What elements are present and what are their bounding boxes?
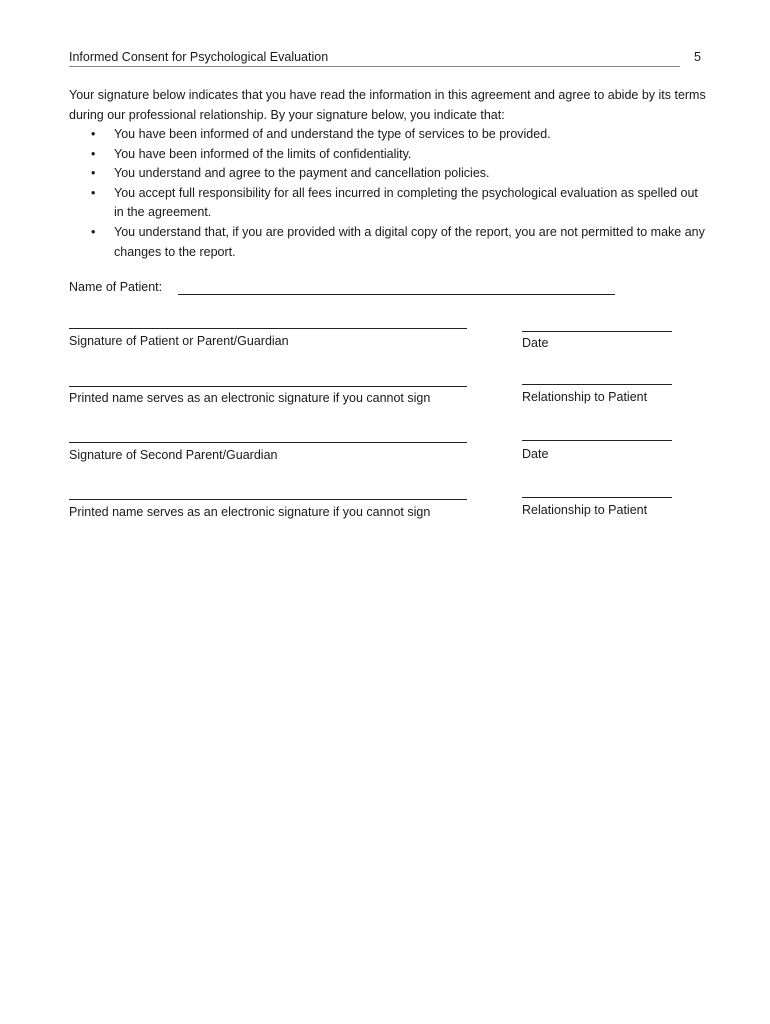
list-item-text: You accept full responsibility for all fees incurred in completing the psychological evaluation as spelled out in the agreement. [114, 185, 698, 220]
intro-paragraph: Your signature below indicates that you have read the information in this agreement and agree to abide by its terms during our professional relationship. By your signature below, you indicate that: [69, 88, 706, 122]
relationship-field-1[interactable] [522, 384, 672, 385]
list-item [69, 223, 709, 262]
list-item-text: You have been informed of the limits of confidentiality. [114, 146, 412, 161]
list-item-text: You understand and agree to the payment and cancellation policies. [114, 166, 490, 181]
page-number: 5 [694, 50, 701, 64]
date-label-2: Date [522, 447, 549, 461]
second-guardian-signature-label: Signature of Second Parent/Guardian [69, 448, 278, 462]
relationship-label-1: Relationship to Patient [522, 390, 648, 404]
printed-name-field-1[interactable] [69, 386, 467, 387]
printed-name-field-2[interactable] [69, 499, 467, 500]
bullet-icon: • [91, 127, 96, 141]
list-item-text: You have been informed of and understand the type of services to be provided. [114, 127, 551, 141]
patient-name-label: Name of Patient: [69, 280, 163, 294]
bullet-icon: • [91, 224, 96, 239]
patient-signature-label: Signature of Patient or Parent/Guardian [69, 334, 289, 348]
list-item [69, 125, 709, 145]
bullet-icon: • [91, 146, 96, 161]
patient-name-field[interactable] [178, 294, 615, 295]
patient-signature-field[interactable] [69, 328, 467, 329]
list-item [69, 145, 709, 165]
header-title: Informed Consent for Psychological Evaluation [69, 50, 329, 64]
date-label-1: Date [522, 336, 549, 350]
list-item-text: You understand that, if you are provided with a digital copy of the report, you are not permitted to make any changes to the report. [114, 224, 705, 259]
second-guardian-signature-field[interactable] [69, 442, 467, 443]
printed-name-label-2: Printed name serves as an electronic signature if you cannot sign [69, 505, 431, 519]
printed-name-label-1: Printed name serves as an electronic signature if you cannot sign [69, 391, 431, 405]
page-header [69, 49, 680, 67]
date-field-2[interactable] [522, 440, 672, 441]
relationship-label-2: Relationship to Patient [522, 503, 648, 517]
date-field-1[interactable] [522, 331, 672, 332]
list-item [69, 184, 709, 223]
bullet-icon: • [91, 185, 96, 200]
list-item [69, 164, 709, 184]
relationship-field-2[interactable] [522, 497, 672, 498]
bullet-icon: • [91, 166, 96, 181]
acknowledgement-list [69, 125, 709, 262]
